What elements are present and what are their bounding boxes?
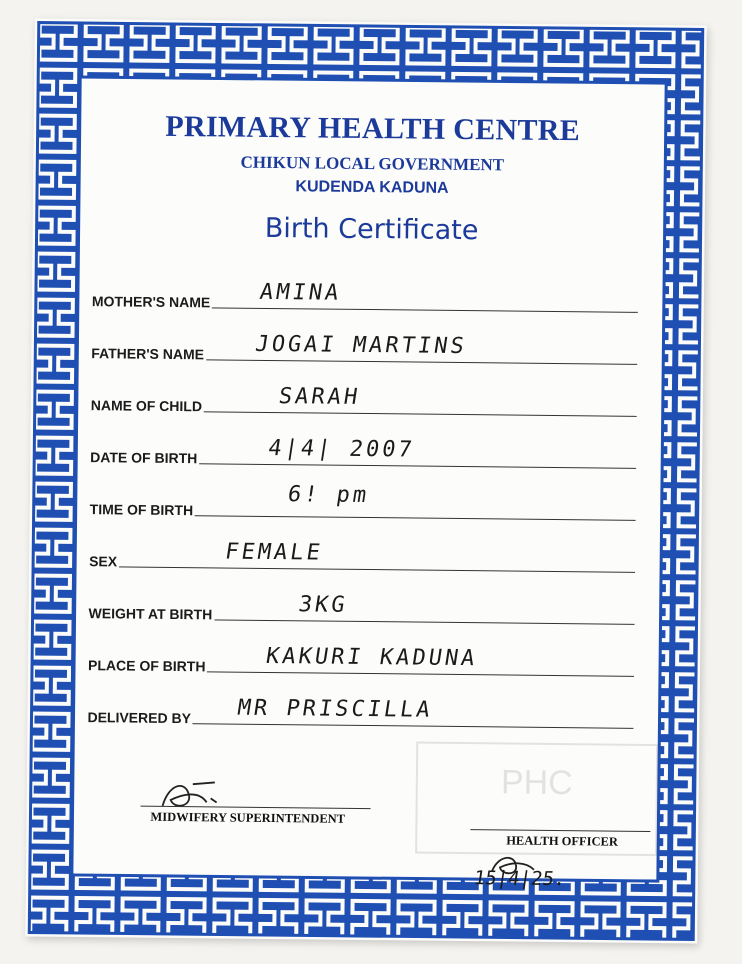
field-label: SEX xyxy=(89,553,118,570)
field-label: NAME OF CHILD xyxy=(90,397,203,415)
health-officer-label: HEALTH OFFICER xyxy=(506,833,619,849)
svg-text:PHC: PHC xyxy=(500,763,573,803)
field-value-handwritten: SARAH xyxy=(276,384,362,410)
field-weight-at-birth xyxy=(88,589,634,629)
field-name-of-child xyxy=(91,381,637,421)
field-label: FATHER'S NAME xyxy=(91,345,205,363)
field-label: PLACE OF BIRTH xyxy=(87,657,206,675)
field-value-handwritten: AMINA xyxy=(258,279,344,306)
field-mothers-name xyxy=(92,277,638,317)
field-place-of-birth xyxy=(88,641,634,681)
field-value-handwritten: JOGAI MARTINS xyxy=(253,331,469,360)
field-sex xyxy=(89,537,635,577)
midwifery-superintendent-label: MIDWIFERY SUPERINTENDENT xyxy=(150,809,346,826)
government-subtitle: CHIKUN LOCAL GOVERNMENT xyxy=(240,152,505,175)
field-date-of-birth xyxy=(90,433,636,473)
certificate-body xyxy=(76,81,662,891)
field-label: DELIVERED BY xyxy=(87,709,192,727)
field-label: TIME OF BIRTH xyxy=(89,501,194,519)
birth-certificate-card xyxy=(25,19,707,944)
field-value-handwritten: 3KG xyxy=(296,592,350,618)
field-label: WEIGHT AT BIRTH xyxy=(88,605,213,623)
field-delivered-by xyxy=(87,693,633,733)
field-value-handwritten: FEMALE xyxy=(223,539,325,566)
field-fathers-name xyxy=(91,329,637,369)
health-officer-date-handwritten: 15|4|25. xyxy=(472,867,568,891)
field-underline xyxy=(89,566,635,573)
document-title: Birth Certificate xyxy=(264,212,479,247)
field-value-handwritten: 6! pm xyxy=(285,482,371,509)
field-label: DATE OF BIRTH xyxy=(90,449,198,467)
location-subtitle: KUDENDA KADUNA xyxy=(295,178,449,197)
field-value-handwritten: KAKURI KADUNA xyxy=(264,643,480,672)
field-value-handwritten: MR PRISCILLA xyxy=(235,695,435,723)
field-time-of-birth xyxy=(89,482,636,525)
field-value-handwritten: 4|4| 2007 xyxy=(266,435,417,463)
field-label: MOTHER'S NAME xyxy=(91,293,211,311)
facility-title: PRIMARY HEALTH CENTRE xyxy=(165,109,581,148)
